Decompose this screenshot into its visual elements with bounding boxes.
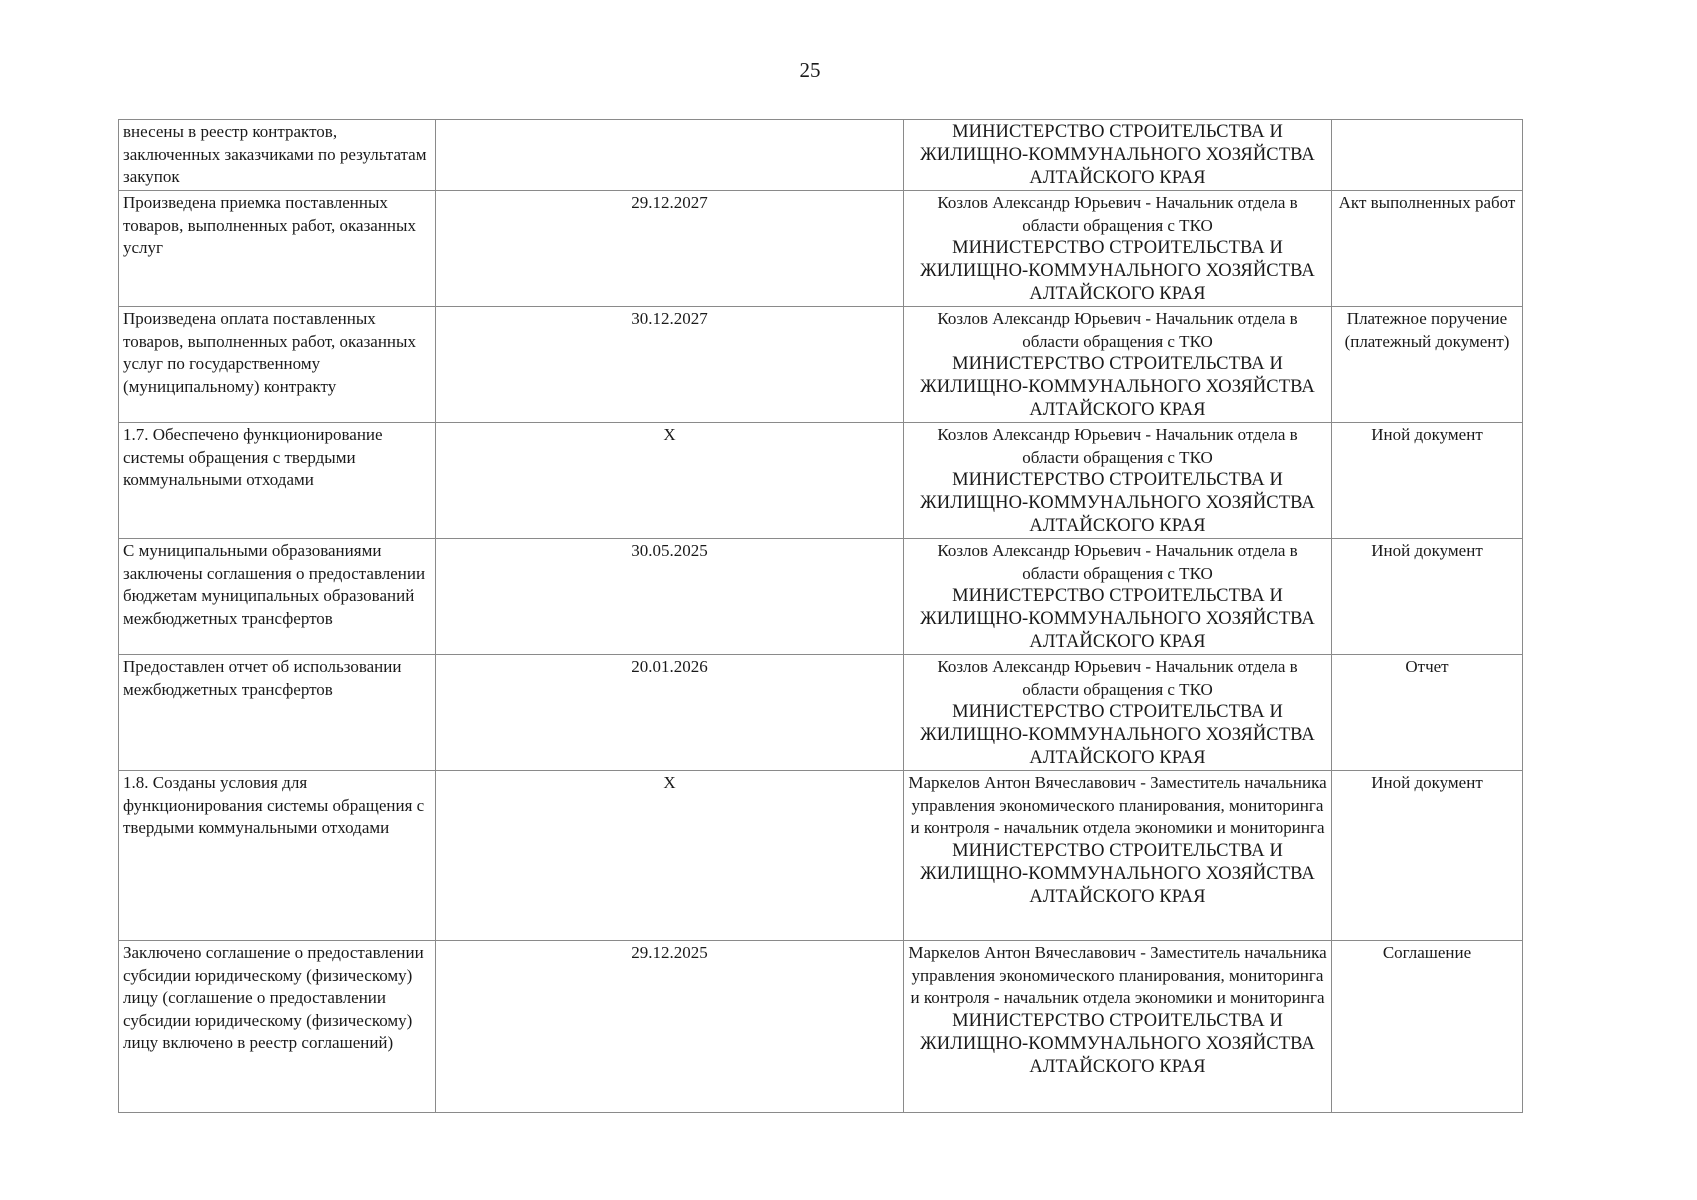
document-cell: Иной документ — [1332, 771, 1523, 941]
page-number: 25 — [799, 58, 821, 82]
event-cell: С муниципальными образованиями заключены соглашения о предоставлении бюджетам муниципальных образований межбюджетных трансфертов — [119, 539, 436, 655]
responsible-person: Козлов Александр Юрьевич - Начальник отдела в области обращения с ТКО — [937, 657, 1298, 699]
ministry-name: МИНИСТЕРСТВО СТРОИТЕЛЬСТВА И ЖИЛИЩНО-КОММУНАЛЬНОГО ХОЗЯЙСТВА АЛТАЙСКОГО КРАЯ — [920, 354, 1315, 420]
event-cell: внесены в реестр контрактов, заключенных заказчиками по результатам закупок — [119, 120, 436, 191]
ministry-name: МИНИСТЕРСТВО СТРОИТЕЛЬСТВА И ЖИЛИЩНО-КОММУНАЛЬНОГО ХОЗЯЙСТВА АЛТАЙСКОГО КРАЯ — [920, 840, 1315, 907]
date-cell: 29.12.2027 — [436, 191, 904, 307]
table-row — [119, 941, 1523, 1113]
ministry-name: МИНИСТЕРСТВО СТРОИТЕЛЬСТВА И ЖИЛИЩНО-КОММУНАЛЬНОГО ХОЗЯЙСТВА АЛТАЙСКОГО КРАЯ — [920, 586, 1315, 652]
responsible-cell — [904, 191, 1332, 307]
responsible-person: Козлов Александр Юрьевич - Начальник отдела в области обращения с ТКО — [937, 193, 1298, 235]
date-cell — [436, 120, 904, 191]
ministry-name: МИНИСТЕРСТВО СТРОИТЕЛЬСТВА И ЖИЛИЩНО-КОММУНАЛЬНОГО ХОЗЯЙСТВА АЛТАЙСКОГО КРАЯ — [920, 238, 1315, 304]
date-cell: 29.12.2025 — [436, 941, 904, 1113]
event-cell: Предоставлен отчет об использовании межбюджетных трансфертов — [119, 655, 436, 771]
table-row — [119, 307, 1523, 423]
responsible-cell — [904, 539, 1332, 655]
event-cell: 1.8. Созданы условия для функционирования системы обращения с твердыми коммунальными отходами — [119, 771, 436, 941]
responsible-cell — [904, 307, 1332, 423]
responsible-cell — [904, 655, 1332, 771]
table-row — [119, 539, 1523, 655]
table-row — [119, 191, 1523, 307]
document-cell: Отчет — [1332, 655, 1523, 771]
date-cell: X — [436, 423, 904, 539]
date-cell: 20.01.2026 — [436, 655, 904, 771]
responsible-person: Маркелов Антон Вячеславович - Заместитель начальника управления экономического планирования, мониторинга и контроля - начальник отдела экономики и мониторинга — [908, 943, 1327, 1007]
document-cell: Иной документ — [1332, 423, 1523, 539]
plan-table — [118, 119, 1523, 1113]
event-cell: Произведена приемка поставленных товаров, выполненных работ, оказанных услуг — [119, 191, 436, 307]
responsible-person: Маркелов Антон Вячеславович - Заместитель начальника управления экономического планирования, мониторинга и контроля - начальник отдела экономики и мониторинга — [908, 773, 1327, 837]
document-cell: Акт выполненных работ — [1332, 191, 1523, 307]
document-cell: Соглашение — [1332, 941, 1523, 1113]
responsible-person: Козлов Александр Юрьевич - Начальник отдела в области обращения с ТКО — [937, 425, 1298, 467]
event-cell: Заключено соглашение о предоставлении субсидии юридическому (физическому) лицу (соглашение о предоставлении субсидии юридическому (физическому) лицу включено в реестр соглашений) — [119, 941, 436, 1113]
ministry-name: МИНИСТЕРСТВО СТРОИТЕЛЬСТВА И ЖИЛИЩНО-КОММУНАЛЬНОГО ХОЗЯЙСТВА АЛТАЙСКОГО КРАЯ — [920, 470, 1315, 536]
table-row — [119, 655, 1523, 771]
responsible-person: Козлов Александр Юрьевич - Начальник отдела в области обращения с ТКО — [937, 309, 1298, 351]
document-cell — [1332, 120, 1523, 191]
date-cell: X — [436, 771, 904, 941]
ministry-name: МИНИСТЕРСТВО СТРОИТЕЛЬСТВА И ЖИЛИЩНО-КОММУНАЛЬНОГО ХОЗЯЙСТВА АЛТАЙСКОГО КРАЯ — [920, 1010, 1315, 1077]
event-cell: Произведена оплата поставленных товаров, выполненных работ, оказанных услуг по государственному (муниципальному) контракту — [119, 307, 436, 423]
ministry-name: МИНИСТЕРСТВО СТРОИТЕЛЬСТВА И ЖИЛИЩНО-КОММУНАЛЬНОГО ХОЗЯЙСТВА АЛТАЙСКОГО КРАЯ — [920, 702, 1315, 768]
document-cell: Иной документ — [1332, 539, 1523, 655]
table-row — [119, 120, 1523, 191]
ministry-name: МИНИСТЕРСТВО СТРОИТЕЛЬСТВА И ЖИЛИЩНО-КОММУНАЛЬНОГО ХОЗЯЙСТВА АЛТАЙСКОГО КРАЯ — [920, 122, 1315, 188]
responsible-cell — [904, 941, 1332, 1113]
date-cell: 30.05.2025 — [436, 539, 904, 655]
event-cell: 1.7. Обеспечено функционирование системы обращения с твердыми коммунальными отходами — [119, 423, 436, 539]
document-cell: Платежное поручение (платежный документ) — [1332, 307, 1523, 423]
date-cell: 30.12.2027 — [436, 307, 904, 423]
responsible-cell — [904, 771, 1332, 941]
responsible-cell — [904, 423, 1332, 539]
responsible-cell — [904, 120, 1332, 191]
table-row — [119, 423, 1523, 539]
table-row — [119, 771, 1523, 941]
responsible-person: Козлов Александр Юрьевич - Начальник отдела в области обращения с ТКО — [937, 541, 1298, 583]
